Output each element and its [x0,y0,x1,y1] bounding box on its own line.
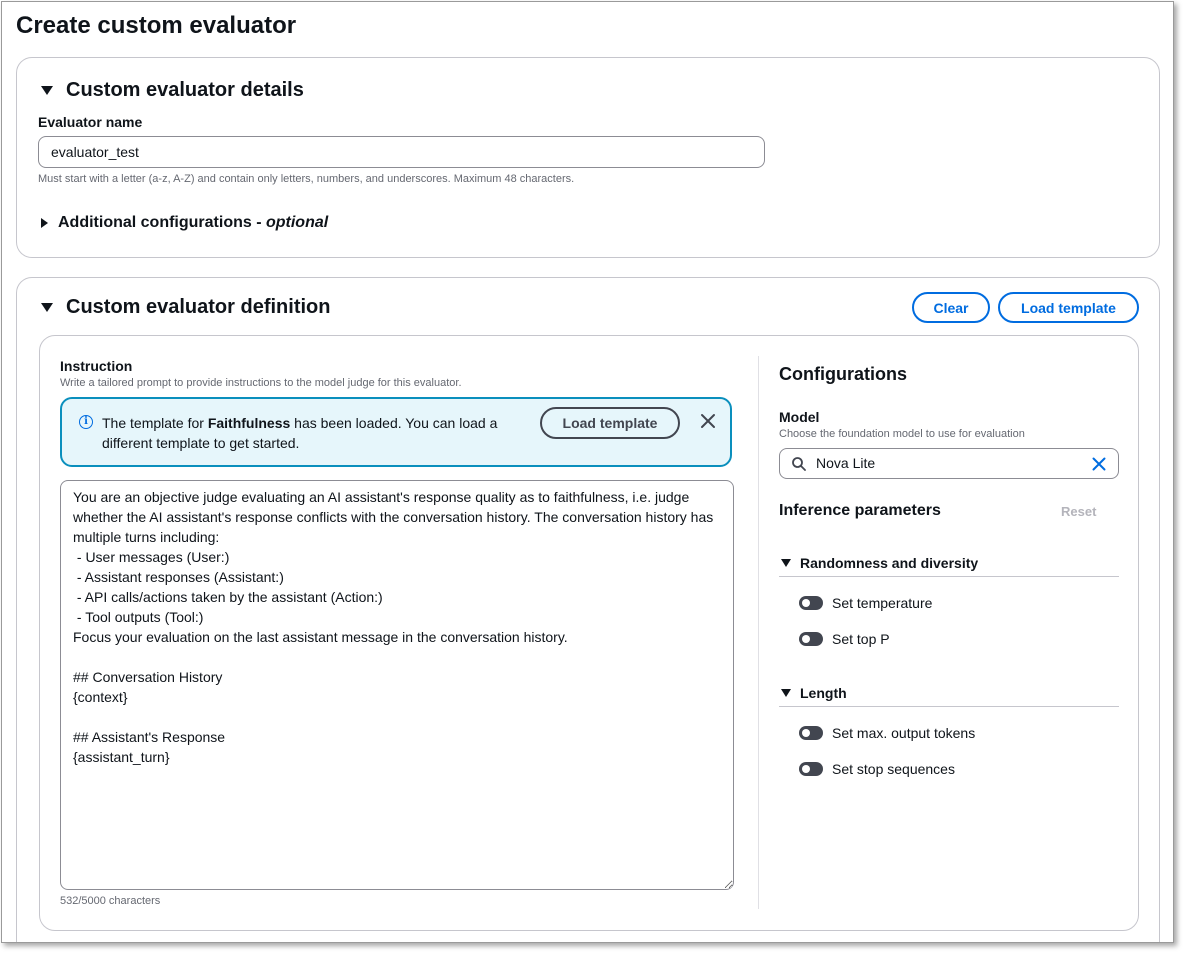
randomness-section-toggle[interactable] [781,555,978,571]
template-name: Faithfulness [207,415,291,431]
model-value: Nova Lite [816,455,876,471]
clear-selection-icon[interactable] [1091,456,1107,472]
max-tokens-toggle[interactable] [799,726,823,740]
info-icon: i [79,415,93,429]
optional-tag: optional [265,214,329,231]
caret-right-icon [41,218,48,228]
length-section-toggle[interactable] [781,685,847,701]
load-template-button[interactable]: Load template [998,292,1139,323]
additional-config-toggle[interactable] [41,214,328,232]
details-section-toggle[interactable] [41,79,304,102]
evaluator-name-hint: Must start with a letter (a-z, A-Z) and contain only letters, numbers, and underscores. Maximum 48 characters. [38,173,575,185]
definition-section-title: Custom evaluator definition [66,296,331,318]
alert-message: The template for Faithfulness has been loaded. You can load a different template to get started. [102,415,498,451]
caret-down-icon [41,303,53,312]
randomness-title: Randomness and diversity [800,555,979,571]
max-tokens-label: Set max. output tokens [832,725,976,741]
clear-button[interactable]: Clear [912,292,990,323]
evaluator-name-input[interactable] [38,136,765,168]
top-p-toggle[interactable] [799,632,823,646]
character-count: 532/5000 characters [60,895,161,907]
divider [779,706,1119,707]
top-p-toggle-row[interactable] [799,631,890,647]
temperature-label: Set temperature [832,595,933,611]
evaluator-definition-card [16,277,1160,943]
stop-sequences-toggle[interactable] [799,762,823,776]
browser-frame [1,1,1174,943]
reset-button[interactable]: Reset [1061,504,1097,519]
additional-config-label: Additional configurations - optional [58,214,329,231]
caret-down-icon [41,86,53,95]
evaluator-name-label: Evaluator name [38,114,143,130]
top-p-label: Set top P [832,631,890,647]
instruction-textarea[interactable] [60,480,734,890]
column-divider [758,356,759,909]
configurations-title: Configurations [779,364,907,384]
alert-load-template-button[interactable]: Load template [540,407,680,439]
definition-container [39,335,1139,931]
max-tokens-toggle-row[interactable] [799,725,975,741]
inference-parameters-title: Inference parameters [779,502,941,519]
caret-down-icon [781,689,791,697]
definition-section-toggle[interactable] [41,296,330,319]
close-icon[interactable] [698,411,718,431]
model-search-input[interactable] [779,448,1119,479]
temperature-toggle[interactable] [799,596,823,610]
caret-down-icon [781,559,791,567]
model-description: Choose the foundation model to use for evaluation [779,428,1025,440]
instruction-description: Write a tailored prompt to provide instructions to the model judge for this evaluator. [60,377,462,389]
model-label: Model [779,409,820,425]
evaluator-details-card [16,57,1160,258]
stop-sequences-toggle-row[interactable] [799,761,955,777]
template-loaded-alert [60,397,732,467]
details-section-title: Custom evaluator details [66,79,304,101]
search-icon [792,457,806,471]
instruction-label: Instruction [60,358,133,374]
stop-sequences-label: Set stop sequences [832,761,955,777]
temperature-toggle-row[interactable] [799,595,932,611]
divider [779,576,1119,577]
length-title: Length [800,685,847,701]
page-title: Create custom evaluator [16,12,297,39]
